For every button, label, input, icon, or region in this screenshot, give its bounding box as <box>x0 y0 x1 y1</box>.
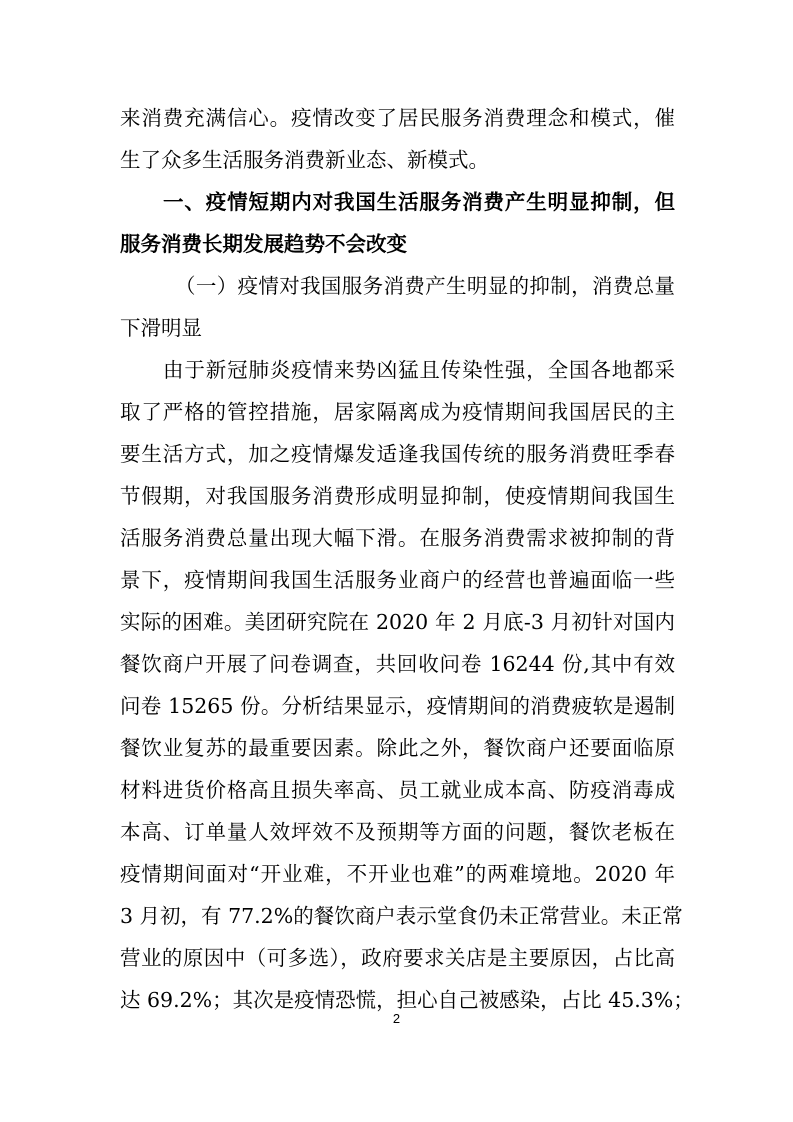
body-line: 活服务消费总量出现大幅下滑。在服务消费需求被抑制的背 <box>120 526 675 550</box>
section-heading: 一、疫情短期内对我国生活服务消费产生明显抑制，但 <box>163 190 675 214</box>
body-line: 3 月初，有 77.2%的餐饮商户表示堂食仍未正常营业。未正常 <box>120 904 683 928</box>
body-line: 达 69.2%；其次是疫情恐慌，担心自己被感染，占比 45.3%； <box>120 988 694 1012</box>
body-line: 本高、订单量人效坪效不及预期等方面的问题，餐饮老板在 <box>120 820 675 844</box>
body-line: 景下，疫情期间我国生活服务业商户的经营也普遍面临一些 <box>120 568 675 592</box>
page-number: 2 <box>392 1011 401 1026</box>
body-line: 来消费充满信心。疫情改变了居民服务消费理念和模式，催 <box>120 106 675 130</box>
body-line: 餐饮业复苏的最重要因素。除此之外，餐饮商户还要面临原 <box>120 736 675 760</box>
subsection-heading-continued: 下滑明显 <box>120 316 202 340</box>
body-line: 取了严格的管控措施，居家隔离成为疫情期间我国居民的主 <box>120 400 675 424</box>
section-heading-continued: 服务消费长期发展趋势不会改变 <box>120 232 407 256</box>
body-line: 节假期，对我国服务消费形成明显抑制，使疫情期间我国生 <box>120 484 675 508</box>
body-line: 生了众多生活服务消费新业态、新模式。 <box>120 148 489 172</box>
body-line: 材料进货价格高且损失率高、员工就业成本高、防疫消毒成 <box>120 778 675 802</box>
body-line: 餐饮商户开展了问卷调查，共回收问卷 16244 份,其中有效 <box>120 652 675 676</box>
body-line: 营业的原因中（可多选），政府要求关店是主要原因，占比高 <box>120 946 675 970</box>
body-line: 疫情期间面对“开业难，不开业也难”的两难境地。2020 年 <box>120 862 675 886</box>
body-line: 实际的困难。美团研究院在 2020 年 2 月底-3 月初针对国内 <box>120 610 675 634</box>
paragraph-first-line: 由于新冠肺炎疫情来势凶猛且传染性强，全国各地都采 <box>163 358 675 382</box>
subsection-heading: （一）疫情对我国服务消费产生明显的抑制，消费总量 <box>175 274 675 298</box>
body-line: 问卷 15265 份。分析结果显示，疫情期间的消费疲软是遏制 <box>120 694 675 718</box>
body-line: 要生活方式，加之疫情爆发适逢我国传统的服务消费旺季春 <box>120 442 675 466</box>
